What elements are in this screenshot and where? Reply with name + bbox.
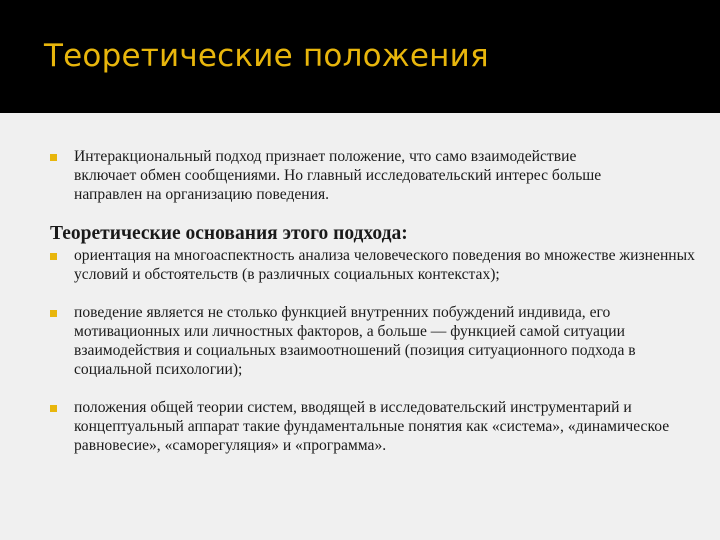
square-bullet-icon — [50, 253, 57, 260]
intro-paragraph: Интеракциональный подход признает положение, что само взаимодействие включает обмен сообщениями. Но главный исследовательский интерес больше направлен на организацию поведения. — [74, 148, 602, 203]
slide-title: Теоретические положения — [44, 38, 489, 74]
subheading: Теоретические основания этого подхода: — [50, 223, 408, 244]
square-bullet-icon — [50, 405, 57, 412]
square-bullet-icon — [50, 310, 57, 317]
list-item: ориентация на многоаспектность анализа человеческого поведения во множестве жизненных условий и обстоятельств (в различных социальных контекстах); — [74, 247, 695, 283]
square-bullet-icon — [50, 154, 57, 161]
list-item: положения общей теории систем, вводящей в исследовательский инструментарий и концептуальный аппарат такие фундаментальные понятия как «система», «динамическое равновесие», «саморегуляция» и «программа». — [74, 399, 670, 454]
list-item: поведение является не столько функцией внутренних побуждений индивида, его мотивационных или личностных факторов, а больше — функцией самой ситуации взаимодействия и социальных взаимоотношений (позиция ситуационного подхода в социальной психологии); — [74, 304, 636, 378]
